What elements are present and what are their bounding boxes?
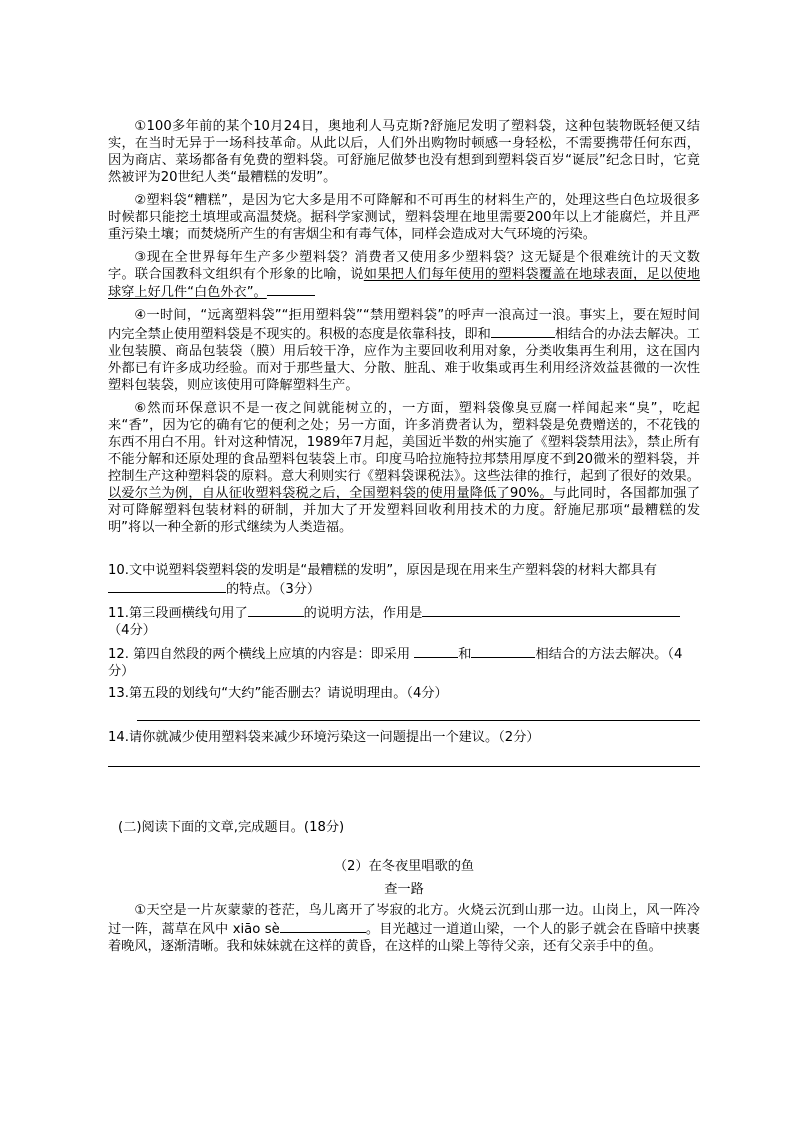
paragraph-3-text: ③现在全世界每年生产多少塑料袋？消费者又使用多少塑料袋？这无疑是个很难统计的天文数字。联合国教科文组织有个形象的比喻，说 (108, 250, 700, 282)
answer-blank-q11-method[interactable] (248, 603, 304, 617)
answer-blank-q12-second[interactable] (471, 644, 535, 658)
question-11-score: （4分） (108, 623, 156, 638)
question-11 (108, 603, 700, 639)
fill-blank-p4[interactable] (491, 324, 555, 338)
article-paragraph-1 (108, 902, 700, 955)
paragraph-4 (108, 307, 700, 394)
paragraph-3 (108, 249, 700, 301)
question-10-score: 的特点。（3分） (226, 582, 321, 597)
pinyin-answer-blank[interactable] (280, 919, 366, 933)
question-11-text: 11.第三段画横线句用了 (108, 606, 248, 621)
underline-extension (267, 283, 315, 296)
paragraph-1: ①100多年前的某个10月24日，奥地利人马克斯?舒施尼发明了塑料袋，这种包装物既轻便又结实，在当时无异于一场科技革命。从此以后，人们外出购物时顿感一身轻松，不需要携带任何东西，因为商店、菜场都备有免费的塑料袋。可舒施尼做梦也没有想到到塑料袋百岁“诞辰”纪念日时，它竟然被评为20世纪人类“最糟糕的发明”。 (108, 119, 700, 185)
question-11-middle: 的说明方法，作用是 (303, 606, 423, 621)
question-12-score: 相结合的方法去解决。（4分） (108, 647, 683, 679)
answer-line-q13[interactable] (137, 720, 700, 721)
section-2 (108, 819, 700, 955)
question-12-middle: 和 (458, 647, 472, 662)
paragraph-6 (108, 400, 700, 536)
article-paragraph-1-text-a: ①天空是一片灰蒙蒙的苍茫，鸟儿离开了岑寂的北方。火烧云沉到山那一边。山岗上，风一阵冷过一阵，蒿草在风中 xiāo sè (108, 903, 700, 937)
question-12-text: 12. 第四自然段的两个横线上应填的内容是：即采用 (108, 647, 415, 662)
document-page (108, 118, 700, 961)
question-10-text: 10.文中说塑料袋塑料袋的发明是“最糟糕的发明”，原因是现在用来生产塑料袋的材料大都具有 (108, 563, 657, 578)
paragraph-2: ②塑料袋“糟糕”，是因为它大多是用不可降解和不可再生的材料生产的，处理这些白色垃圾很多时候都只能挖土填埋或高温焚烧。据科学家测试，塑料袋埋在地里需要200年以上才能腐烂，并且严重污染土壤；而焚烧所产生的有害烟尘和有毒气体，同样会造成对大气环境的污染。 (108, 193, 700, 242)
question-10 (108, 562, 700, 598)
answer-blank-q12-first[interactable] (414, 644, 458, 658)
underlined-sentence-p3: 如果把人们每年使用的塑料袋覆盖在地球表面，足以使地球穿上好几件“白色外衣”。 (108, 267, 701, 300)
paragraph-6-text-a: ⑥然而环保意识不是一夜之间就能树立的，一方面，塑料袋像臭豆腐一样闻起来“臭”，吃起来“香”，因为它的确有它的便利之处；另一方面，许多消费者认为，塑料袋是免费赠送的，不花钱的东西不用白不用。针对这种情况，1989年7月起，美国近半数的州实施了《塑料袋禁用法》，禁止所有不能分解和还原处理的食品塑料包装袋上市。印度马哈拉施特拉邦禁用厚度不到20微米的塑料袋，并控制生产这种塑料袋的原料。意大利则实行《塑料袋课税法》。这些法律的推行，起到了很好的效果。 (108, 401, 700, 484)
paragraph-4-text-b: 相结合的办法去解决。工业包装膜、商品包装袋（膜）用后较干净，应作为主要回收利用对象，分类收集再生利用，这在国内外都已有许多成功经验。而对于那些量大、分散、脏乱、难于收集或再生利用经济效益甚微的一次性塑料包装袋，则应该使用可降解塑料生产。 (108, 327, 701, 393)
article-title: （2）在冬夜里唱歌的鱼 (333, 859, 475, 874)
answer-blank-q10[interactable] (108, 579, 226, 593)
paragraph-6-text-b: 与此同时，各国都加强了对可降解塑料包装材料的研制，并加大了开发塑料回收利用技术的力度。舒施尼那项“最糟糕的发明”将以一种全新的形式继续为人类造福。 (108, 486, 701, 535)
section-2-heading: (二)阅读下面的文章,完成题目。(18分) (118, 820, 345, 835)
paragraph-4-text-a: ④一时间，“远离塑料袋”“拒用塑料袋”“禁用塑料袋”的呼声一浪高过一浪。事实上，要在短时间内完全禁止使用塑料袋是不现实的。积极的态度是依靠科技，即和 (108, 308, 700, 342)
answer-blank-q11-effect[interactable] (422, 603, 680, 617)
question-14: 14.请你就减少使用塑料袋来减少环境污染这一问题提出一个建议。（2分） (108, 730, 540, 745)
article-author: 查一路 (384, 882, 424, 897)
questions (108, 562, 700, 767)
question-12 (108, 644, 700, 680)
article-paragraph-1-text-b: 。目光越过一道道山梁，一个人的影子就会在昏暗中挟裹着晚风，逐渐清晰。我和妹妹就在这样的黄昏，在这样的山梁上等待父亲，还有父亲手中的鱼。 (108, 922, 700, 954)
passage-plastic-bags (108, 118, 700, 536)
underlined-sentence-p6: 以爱尔兰为例，自从征收塑料袋税之后，全国塑料袋的使用量降低了90%。 (108, 486, 553, 501)
question-13: 13.第五段的划线句“大约”能否删去？请说明理由。（4分） (108, 686, 448, 701)
